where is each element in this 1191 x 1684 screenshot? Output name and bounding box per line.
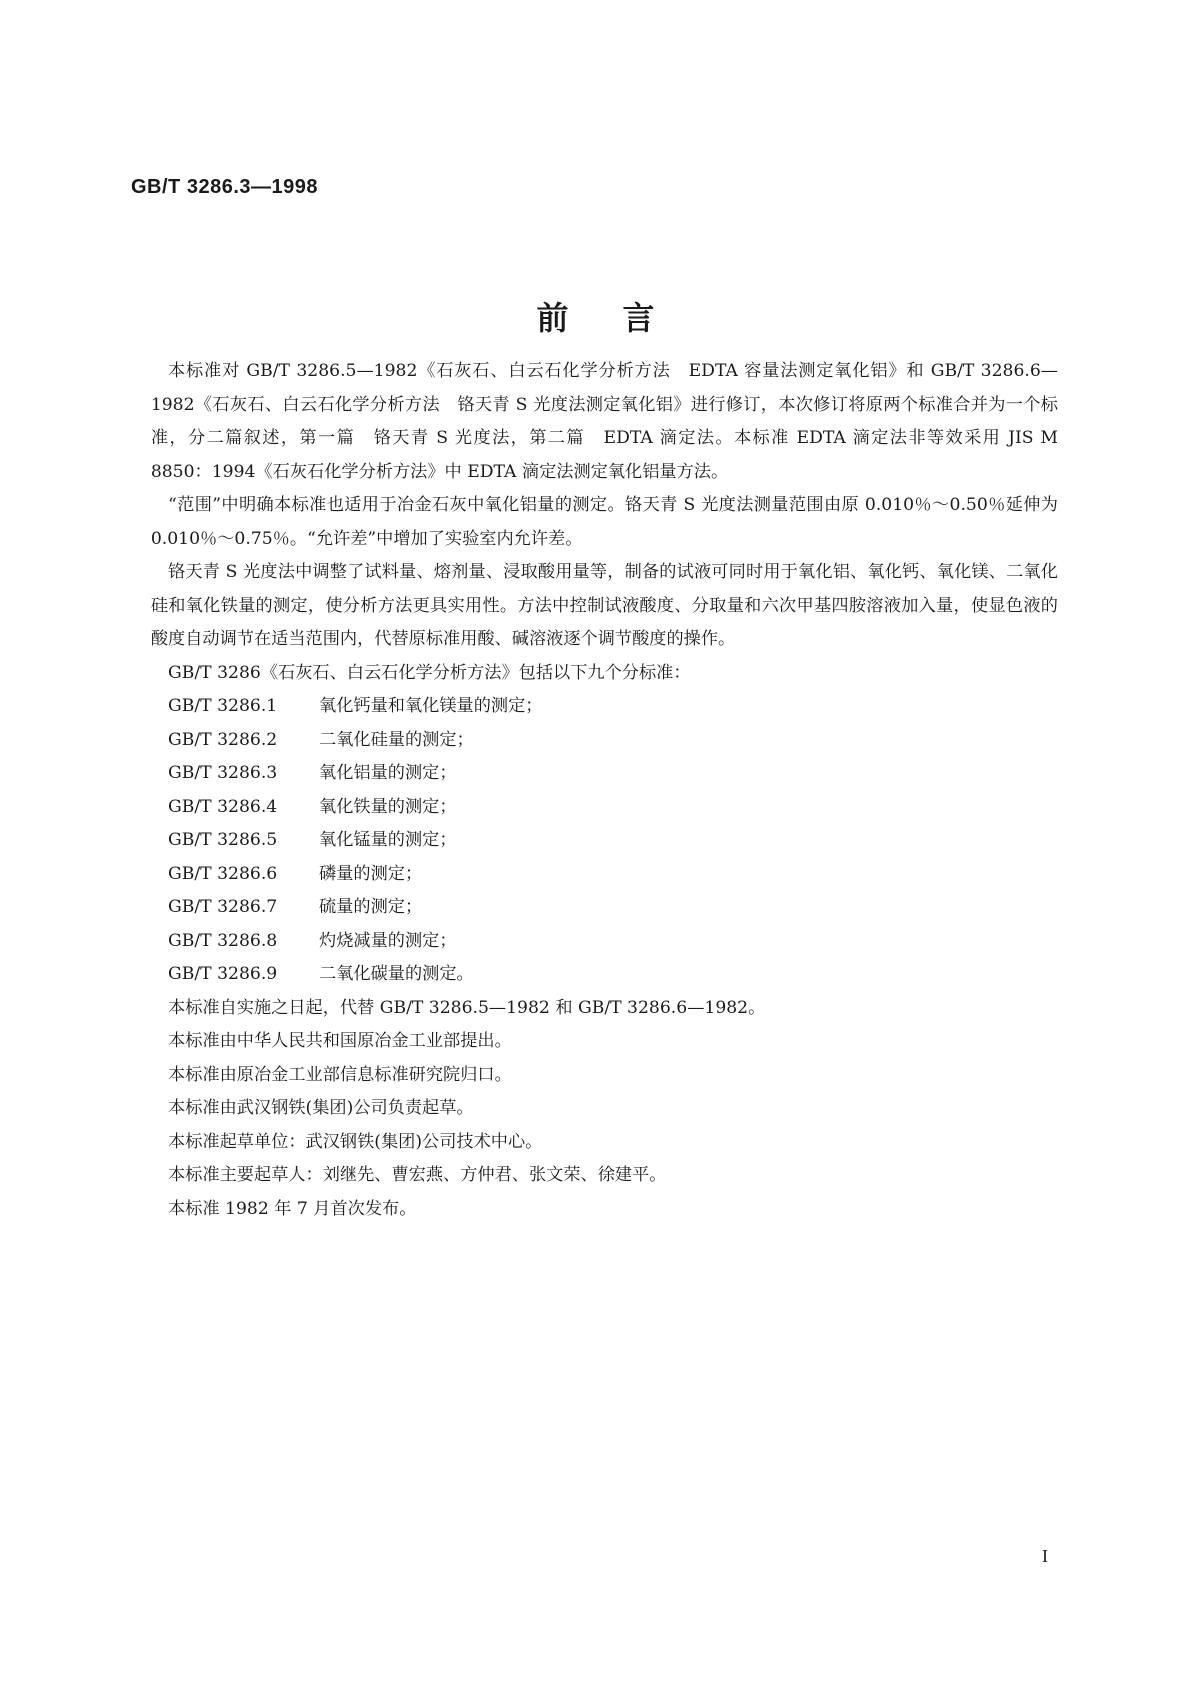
part-code: GB/T 3286.7 [168, 897, 278, 917]
part-list-item [168, 858, 1058, 892]
part-list-item [168, 757, 1058, 791]
closing-replacement: 本标准自实施之日起，代替 GB/T 3286.5—1982 和 GB/T 3286.6—1982。 [168, 997, 766, 1018]
closing-first-published: 本标准 1982 年 7 月首次发布。 [168, 1198, 417, 1219]
paragraph-method: 铬天青 S 光度法中调整了试料量、熔剂量、浸取酸用量等，制备的试液可同时用于氧化铝、氧化钙、氧化镁、二氧化硅和氧化铁量的测定，使分析方法更具实用性。方法中控制试液酸度、分取量和六次甲基四胺溶液加入量，使显色液的酸度自动调节在适当范围内，代替原标准用酸、碱溶液逐个调节酸度的操作。 [150, 562, 1058, 649]
part-title: 氧化钙量和氧化镁量的测定； [319, 696, 543, 716]
closing-drafter: 本标准由武汉钢铁(集团)公司负责起草。 [168, 1098, 474, 1118]
closing-proposer: 本标准由中华人民共和国原冶金工业部提出。 [168, 1031, 512, 1051]
part-code: GB/T 3286.6 [168, 863, 278, 884]
closing-main-drafters: 本标准主要起草人：刘继先、曹宏燕、方仲君、张文荣、徐建平。 [168, 1165, 667, 1185]
part-code: GB/T 3286.5 [168, 830, 278, 850]
page-title: 前言 [536, 299, 709, 337]
part-title: 磷量的测定； [319, 863, 423, 884]
part-code: GB/T 3286.8 [168, 930, 278, 951]
part-list-item [168, 824, 1058, 858]
part-list-item [168, 724, 1058, 758]
paragraph-revision: 本标准对 GB/T 3286.5—1982《石灰石、白云石化学分析方法 EDTA 容量法测定氧化铝》和 GB/T 3286.6—1982《石灰石、白云石化学分析方法 铬天青 S 光度法测定氧化铝》进行修订，本次修订将原两个标准合并为一个标准，分二篇叙述，第一篇 铬天青 S 光度法，第二篇 EDTA 滴定法。本标准 EDTA 滴定法非等效采用 JIS M 8850：1994《石灰石化学分析方法》中 EDTA 滴定法测定氧化铝量方法。 [150, 361, 1058, 482]
part-title: 硫量的测定； [319, 897, 423, 917]
parts-intro: GB/T 3286《石灰石、白云石化学分析方法》包括以下九个分标准： [168, 662, 691, 683]
closing-drafting-unit: 本标准起草单位：武汉钢铁(集团)公司技术中心。 [168, 1131, 543, 1152]
part-code: GB/T 3286.4 [168, 796, 278, 817]
paragraph-scope: “范围”中明确本标准也适用于冶金石灰中氧化铝量的测定。铬天青 S 光度法测量范围由原 0.010％～0.50％延伸为 0.010％～0.75％。“允许差”中增加了实验室内允许差。 [150, 495, 1058, 549]
standard-code: GB/T 3286.3—1998 [131, 176, 318, 198]
foreword-body [150, 355, 1058, 1226]
part-title: 氧化铁量的测定； [319, 796, 457, 817]
part-code: GB/T 3286.9 [168, 964, 278, 984]
part-title: 氧化锰量的测定； [319, 830, 457, 850]
part-title: 二氧化硅量的测定； [319, 729, 474, 750]
part-title: 氧化铝量的测定； [319, 763, 457, 783]
closing-centralizer: 本标准由原冶金工业部信息标准研究院归口。 [168, 1064, 512, 1085]
part-list-item [168, 891, 1058, 925]
part-list-item [168, 958, 1058, 992]
part-title: 灼烧减量的测定； [319, 930, 457, 951]
part-title: 二氧化碳量的测定。 [319, 964, 474, 984]
part-code: GB/T 3286.3 [168, 763, 278, 783]
page-number: I [1042, 1546, 1048, 1566]
part-list-item [168, 925, 1058, 959]
part-code: GB/T 3286.2 [168, 729, 278, 750]
part-code: GB/T 3286.1 [168, 696, 278, 716]
part-list-item [168, 690, 1058, 724]
part-list-item [168, 791, 1058, 825]
